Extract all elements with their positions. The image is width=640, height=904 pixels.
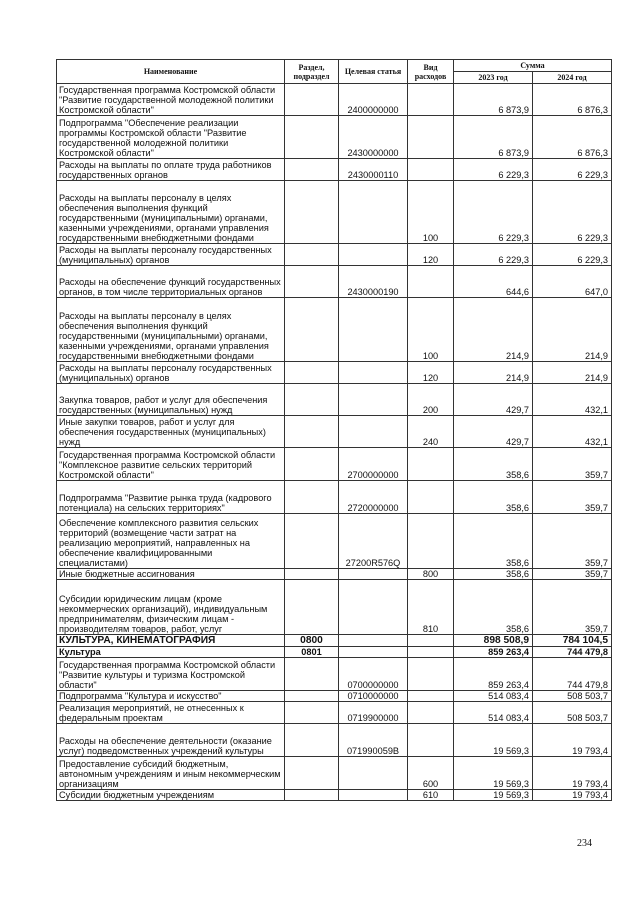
table-row xyxy=(57,691,612,702)
row-target xyxy=(339,647,408,658)
row-target xyxy=(339,790,408,801)
row-type xyxy=(408,702,454,724)
row-sum-2023: 358,6 xyxy=(454,481,533,514)
row-sum-2024: 214,9 xyxy=(533,298,612,362)
row-type: 600 xyxy=(408,757,454,790)
row-section xyxy=(285,384,339,416)
row-section xyxy=(285,790,339,801)
row-sum-2023: 859 263,4 xyxy=(454,658,533,691)
row-section xyxy=(285,691,339,702)
row-sum-2023: 514 083,4 xyxy=(454,702,533,724)
table-row xyxy=(57,416,612,448)
row-sum-2024: 508 503,7 xyxy=(533,702,612,724)
row-name: Государственная программа Костромской области "Развитие государственной молодежной политики Костромской области" xyxy=(57,84,285,116)
row-sum-2024: 214,9 xyxy=(533,362,612,384)
row-sum-2024: 19 793,4 xyxy=(533,724,612,757)
row-sum-2023: 19 569,3 xyxy=(454,757,533,790)
row-sum-2024: 6 229,3 xyxy=(533,181,612,244)
row-section xyxy=(285,757,339,790)
row-sum-2023: 429,7 xyxy=(454,416,533,448)
row-type xyxy=(408,159,454,181)
header-sum: Сумма xyxy=(454,60,612,72)
row-type xyxy=(408,116,454,159)
row-type xyxy=(408,635,454,647)
row-target: 2720000000 xyxy=(339,481,408,514)
table-row xyxy=(57,702,612,724)
row-sum-2024: 744 479,8 xyxy=(533,647,612,658)
row-name: Расходы на обеспечение деятельности (оказание услуг) подведомственных учреждений культуры xyxy=(57,724,285,757)
row-target: 2400000000 xyxy=(339,84,408,116)
row-target: 0719900000 xyxy=(339,702,408,724)
table-row xyxy=(57,580,612,635)
table-row xyxy=(57,244,612,266)
row-target: 2430000110 xyxy=(339,159,408,181)
table-row xyxy=(57,159,612,181)
row-type: 100 xyxy=(408,298,454,362)
row-sum-2024: 19 793,4 xyxy=(533,790,612,801)
row-section xyxy=(285,266,339,298)
row-target xyxy=(339,416,408,448)
row-name: Подпрограмма "Культура и искусство" xyxy=(57,691,285,702)
row-type: 610 xyxy=(408,790,454,801)
row-sum-2023: 644,6 xyxy=(454,266,533,298)
row-section xyxy=(285,514,339,569)
row-section: 0801 xyxy=(285,647,339,658)
row-sum-2024: 6 229,3 xyxy=(533,244,612,266)
row-section xyxy=(285,580,339,635)
row-name: КУЛЬТУРА, КИНЕМАТОГРАФИЯ xyxy=(57,635,285,647)
row-sum-2023: 358,6 xyxy=(454,569,533,580)
row-sum-2023: 358,6 xyxy=(454,580,533,635)
row-type xyxy=(408,448,454,481)
row-section xyxy=(285,481,339,514)
table-row xyxy=(57,481,612,514)
row-type xyxy=(408,647,454,658)
header-type: Вид расходов xyxy=(408,60,454,84)
row-sum-2023: 6 873,9 xyxy=(454,84,533,116)
table-row xyxy=(57,790,612,801)
row-name: Культура xyxy=(57,647,285,658)
row-sum-2024: 647,0 xyxy=(533,266,612,298)
row-sum-2024: 359,7 xyxy=(533,569,612,580)
row-section xyxy=(285,181,339,244)
row-section xyxy=(285,569,339,580)
header-year-2023: 2023 год xyxy=(454,72,533,84)
table-row xyxy=(57,181,612,244)
row-name: Расходы на выплаты персоналу государственных (муниципальных) органов xyxy=(57,362,285,384)
row-sum-2023: 514 083,4 xyxy=(454,691,533,702)
row-sum-2024: 359,7 xyxy=(533,448,612,481)
row-sum-2024: 19 793,4 xyxy=(533,757,612,790)
row-target xyxy=(339,362,408,384)
table-header xyxy=(57,60,612,84)
table-body xyxy=(57,84,612,801)
row-target: 2430000000 xyxy=(339,116,408,159)
row-sum-2024: 6 876,3 xyxy=(533,116,612,159)
row-type: 810 xyxy=(408,580,454,635)
row-sum-2023: 6 873,9 xyxy=(454,116,533,159)
row-name: Расходы на выплаты персоналу в целях обеспечения выполнения функций государственными (муниципальными) органами, казенными учреждениями, органами управления государственными внебюджетными фондами xyxy=(57,181,285,244)
row-target: 2700000000 xyxy=(339,448,408,481)
table-row xyxy=(57,298,612,362)
row-section: 0800 xyxy=(285,635,339,647)
row-sum-2023: 358,6 xyxy=(454,514,533,569)
table-row xyxy=(57,84,612,116)
header-year-2024: 2024 год xyxy=(533,72,612,84)
row-section xyxy=(285,448,339,481)
table-row xyxy=(57,514,612,569)
row-sum-2023: 898 508,9 xyxy=(454,635,533,647)
row-sum-2024: 508 503,7 xyxy=(533,691,612,702)
row-section xyxy=(285,362,339,384)
row-sum-2023: 859 263,4 xyxy=(454,647,533,658)
row-target xyxy=(339,181,408,244)
table-row xyxy=(57,757,612,790)
row-name: Субсидии юридическим лицам (кроме некоммерческих организаций), индивидуальным предпринимателям, физическим лицам - производителям товаров, работ, услуг xyxy=(57,580,285,635)
row-sum-2023: 358,6 xyxy=(454,448,533,481)
table-row xyxy=(57,384,612,416)
row-section xyxy=(285,298,339,362)
row-name: Расходы на выплаты по оплате труда работников государственных органов xyxy=(57,159,285,181)
table-row xyxy=(57,569,612,580)
table-row xyxy=(57,635,612,647)
row-target xyxy=(339,298,408,362)
row-sum-2024: 359,7 xyxy=(533,514,612,569)
row-target xyxy=(339,244,408,266)
row-target xyxy=(339,757,408,790)
row-target: 0700000000 xyxy=(339,658,408,691)
row-sum-2023: 214,9 xyxy=(454,298,533,362)
row-name: Расходы на выплаты персоналу в целях обеспечения выполнения функций государственными (муниципальными) органами, казенными учреждениями, органами управления государственными внебюджетными фондами xyxy=(57,298,285,362)
page-number: 234 xyxy=(577,838,592,849)
row-name: Государственная программа Костромской области "Комплексное развитие сельских территорий Костромской области" xyxy=(57,448,285,481)
row-section xyxy=(285,116,339,159)
table-row xyxy=(57,266,612,298)
row-name: Расходы на обеспечение функций государственных органов, в том числе территориальных органов xyxy=(57,266,285,298)
row-name: Государственная программа Костромской области "Развитие культуры и туризма Костромской области" xyxy=(57,658,285,691)
row-type xyxy=(408,266,454,298)
row-type xyxy=(408,84,454,116)
row-type: 800 xyxy=(408,569,454,580)
row-sum-2023: 6 229,3 xyxy=(454,159,533,181)
row-sum-2024: 744 479,8 xyxy=(533,658,612,691)
row-target: 27200R576Q xyxy=(339,514,408,569)
row-name: Иные бюджетные ассигнования xyxy=(57,569,285,580)
row-type: 120 xyxy=(408,244,454,266)
row-name: Подпрограмма "Развитие рынка труда (кадрового потенциала) на сельских территориях" xyxy=(57,481,285,514)
row-type xyxy=(408,514,454,569)
row-sum-2024: 359,7 xyxy=(533,580,612,635)
header-name: Наименование xyxy=(57,60,285,84)
row-type xyxy=(408,724,454,757)
row-section xyxy=(285,702,339,724)
row-sum-2024: 6 876,3 xyxy=(533,84,612,116)
row-sum-2023: 214,9 xyxy=(454,362,533,384)
header-target: Целевая статья xyxy=(339,60,408,84)
row-sum-2023: 429,7 xyxy=(454,384,533,416)
row-target xyxy=(339,635,408,647)
row-sum-2024: 432,1 xyxy=(533,384,612,416)
row-section xyxy=(285,244,339,266)
row-sum-2024: 359,7 xyxy=(533,481,612,514)
row-name: Реализация мероприятий, не отнесенных к федеральным проектам xyxy=(57,702,285,724)
row-name: Подпрограмма "Обеспечение реализации программы Костромской области "Развитие государственной молодежной политики Костромской области" xyxy=(57,116,285,159)
row-name: Расходы на выплаты персоналу государственных (муниципальных) органов xyxy=(57,244,285,266)
header-section: Раздел, подраздел xyxy=(285,60,339,84)
table-row xyxy=(57,647,612,658)
row-section xyxy=(285,658,339,691)
row-type xyxy=(408,658,454,691)
row-name: Иные закупки товаров, работ и услуг для обеспечения государственных (муниципальных) нужд xyxy=(57,416,285,448)
row-target: 0710000000 xyxy=(339,691,408,702)
row-sum-2024: 6 229,3 xyxy=(533,159,612,181)
row-sum-2023: 19 569,3 xyxy=(454,790,533,801)
row-type: 120 xyxy=(408,362,454,384)
row-section xyxy=(285,159,339,181)
budget-table xyxy=(56,59,612,801)
table-row xyxy=(57,116,612,159)
row-section xyxy=(285,84,339,116)
table-row xyxy=(57,658,612,691)
row-name: Предоставление субсидий бюджетным, автономным учреждениям и иным некоммерческим организациям xyxy=(57,757,285,790)
row-type: 200 xyxy=(408,384,454,416)
row-sum-2023: 6 229,3 xyxy=(454,244,533,266)
row-target xyxy=(339,569,408,580)
row-type xyxy=(408,481,454,514)
row-sum-2024: 432,1 xyxy=(533,416,612,448)
row-target xyxy=(339,384,408,416)
row-name: Обеспечение комплексного развития сельских территорий (возмещение части затрат на реализацию мероприятий, направленных на обеспечение квалифицированными специалистами) xyxy=(57,514,285,569)
row-name: Закупка товаров, работ и услуг для обеспечения государственных (муниципальных) нужд xyxy=(57,384,285,416)
row-type xyxy=(408,691,454,702)
row-type: 240 xyxy=(408,416,454,448)
row-sum-2023: 19 569,3 xyxy=(454,724,533,757)
row-target xyxy=(339,580,408,635)
row-section xyxy=(285,724,339,757)
row-target: 2430000190 xyxy=(339,266,408,298)
row-target: 071990059B xyxy=(339,724,408,757)
row-name: Субсидии бюджетным учреждениям xyxy=(57,790,285,801)
row-sum-2023: 6 229,3 xyxy=(454,181,533,244)
table-row xyxy=(57,448,612,481)
table-row xyxy=(57,724,612,757)
row-section xyxy=(285,416,339,448)
table-row xyxy=(57,362,612,384)
row-sum-2024: 784 104,5 xyxy=(533,635,612,647)
row-type: 100 xyxy=(408,181,454,244)
